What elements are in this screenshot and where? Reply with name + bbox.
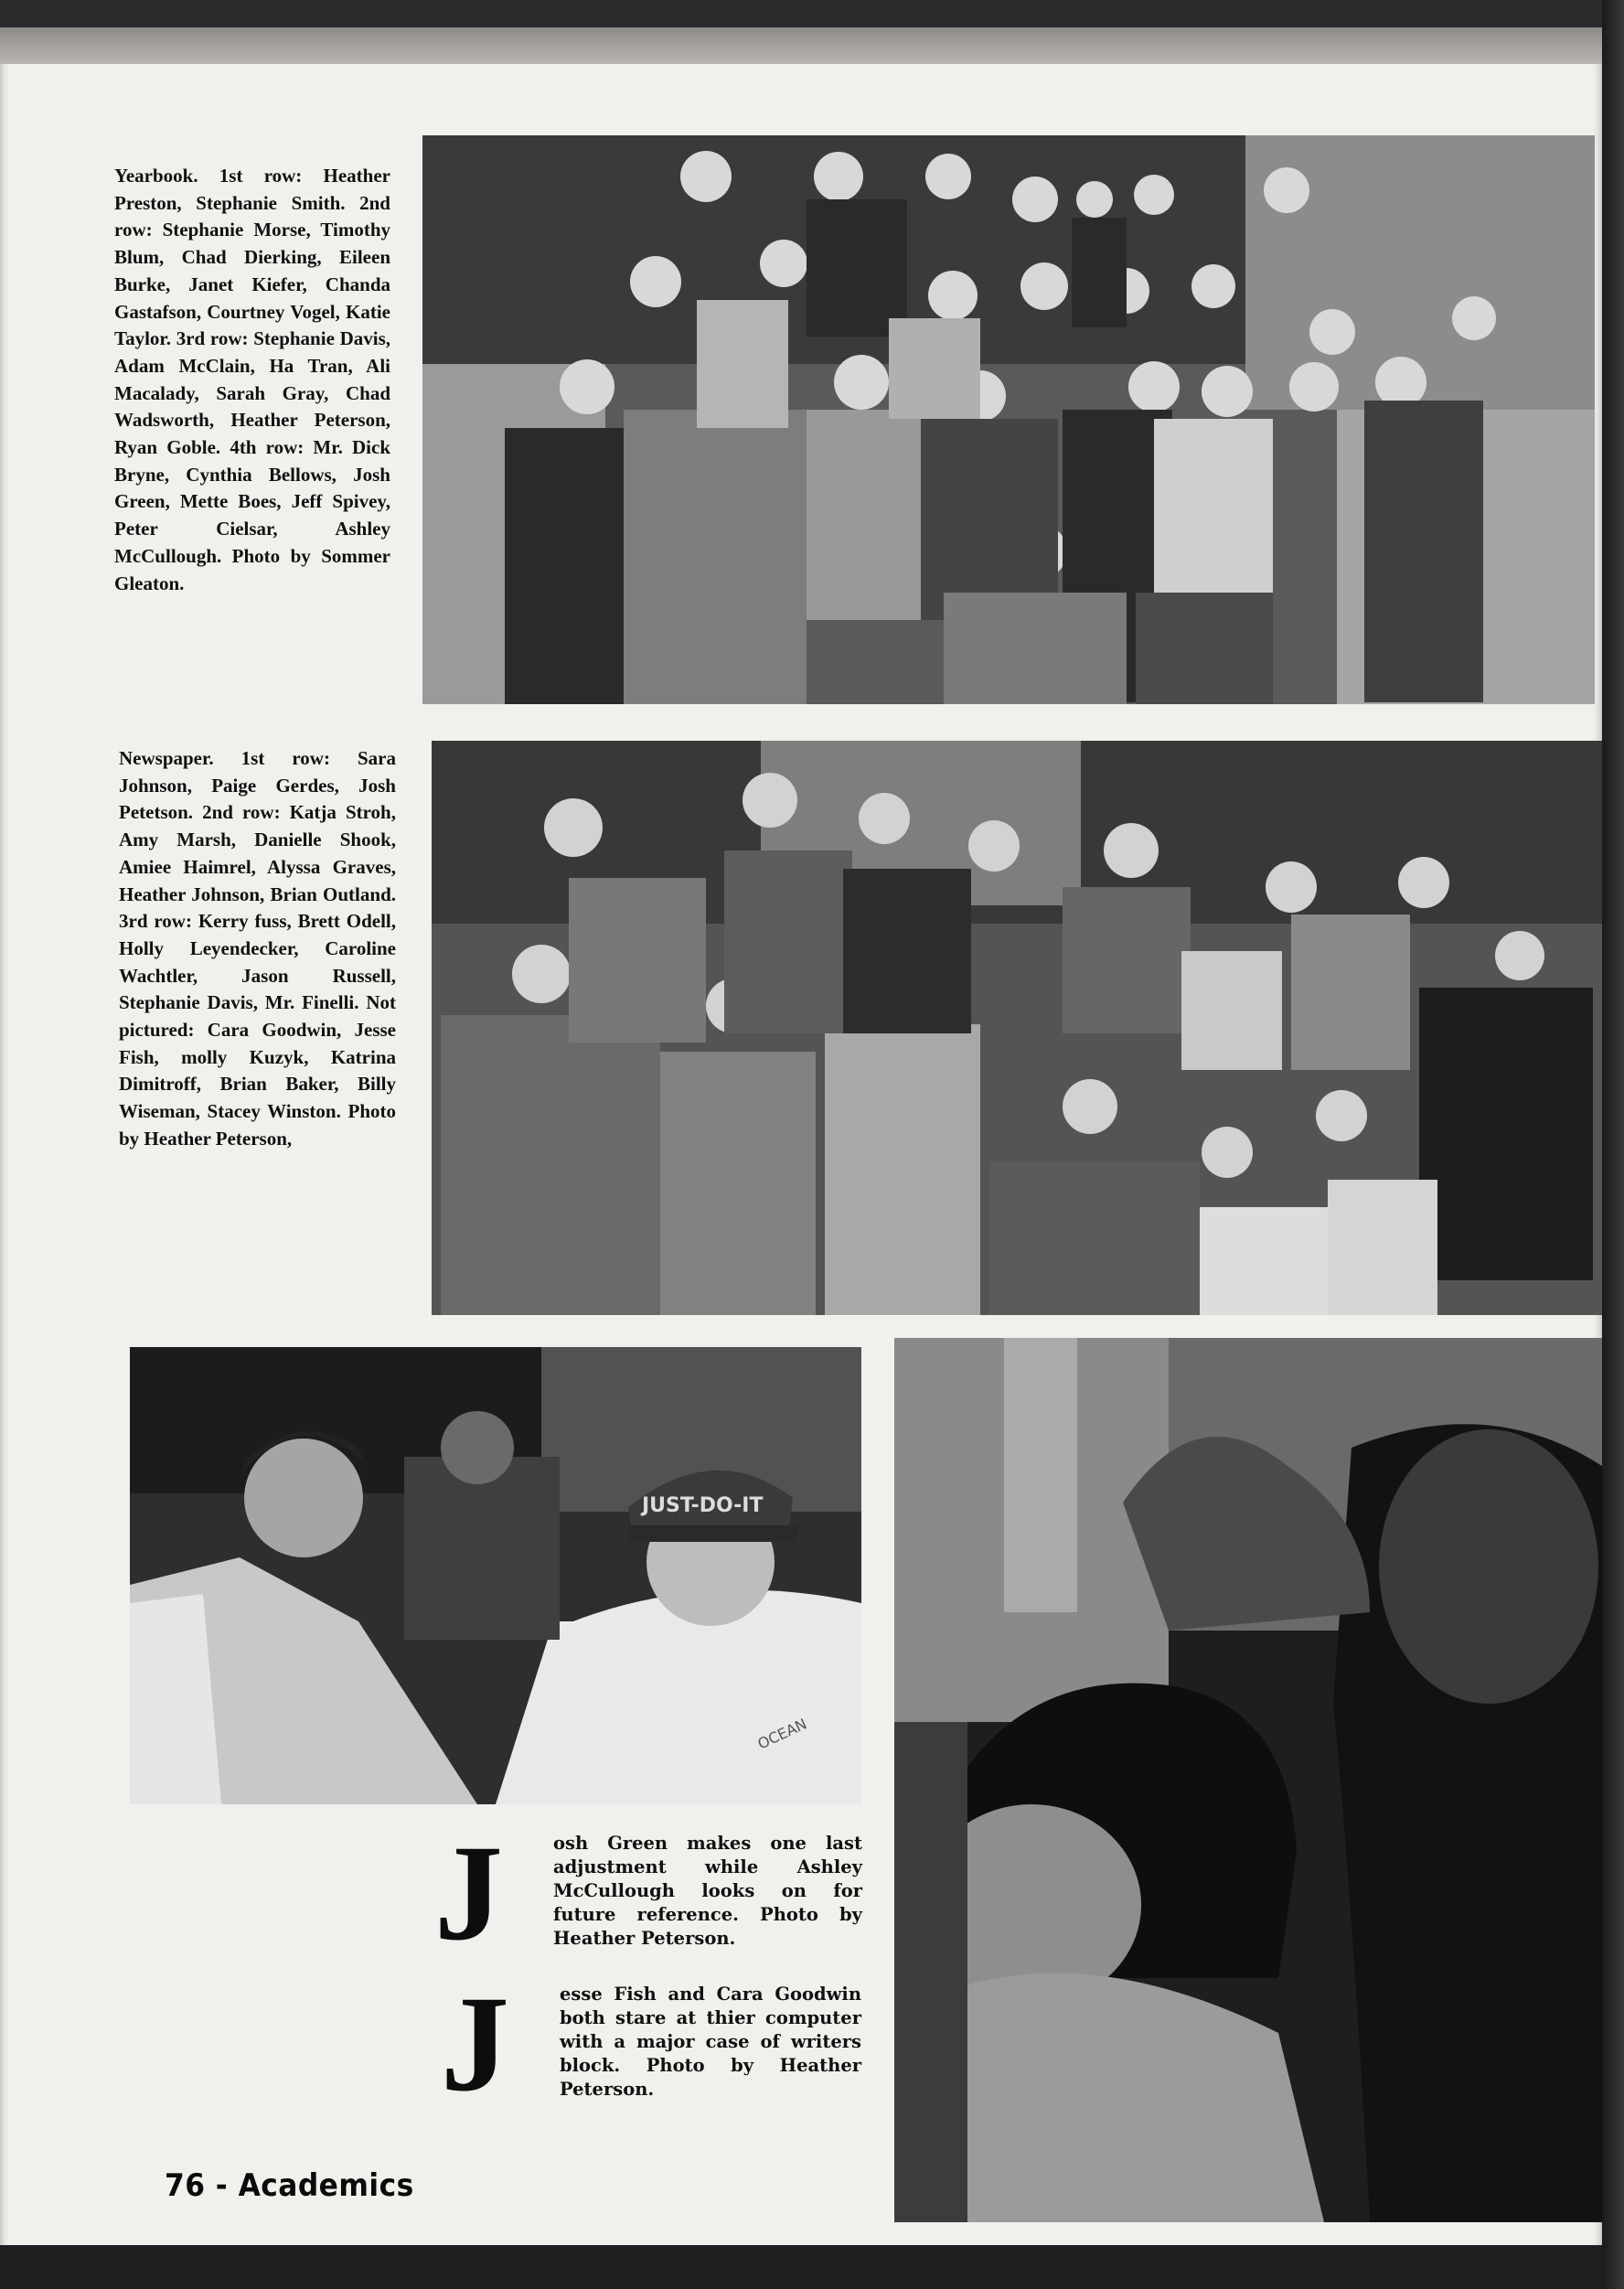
yearbook-caption: Yearbook. 1st row: Heather Preston, Stephanie Smith. 2nd row: Stephanie Morse, Timothy Blum, Chad Dierking, Eileen Burke, Janet Kiefer, Chanda Gastafson, Courtney Vogel, Katie Taylor. 3rd row: Stephanie Davis, Adam McClain, Ha Tran, Ali Macalady, Sarah Gray, Chad Wadsworth, Heather Peterson, Ryan Goble. 4th row: Mr. Dick Bryne, Cynthia Bellows, Josh Green, Mette Boes, Jeff Spivey, Peter Cielsar, Ashley McCullough. Photo by Sommer Gleaton. [114, 165, 390, 594]
yearbook-group-photo [422, 135, 1595, 704]
page-bottom-edge [0, 2245, 1602, 2289]
page-folio: 76 - Academics [165, 2167, 414, 2204]
dropcap-text: esse Fish and Cara Goodwin both stare at thier computer with a major case of writers block. Photo by Heather Peterson. [560, 1984, 861, 2100]
dropcap-caption-2 [441, 1968, 871, 2120]
page-top-shadow [0, 27, 1602, 64]
dropcap-text: osh Green makes one last adjustment while Ashley McCullough looks on for future reference. Photo by Heather Peterson. [553, 1833, 862, 1949]
page-right-edge [1602, 0, 1624, 2289]
dropcap-caption-1 [434, 1817, 864, 1969]
dropcap-letter: J [441, 1968, 509, 2120]
close-up-photo [894, 1338, 1602, 2222]
cap-logo-text: JUST-DO-IT [642, 1494, 764, 1517]
newspaper-caption: Newspaper. 1st row: Sara Johnson, Paige Gerdes, Josh Petetson. 2nd row: Katja Stroh, Amy Marsh, Danielle Shook, Amiee Haimrel, Alyssa Graves, Heather Johnson, Brian Outland. 3rd row: Kerry fuss, Brett Odell, Holly Leyendecker, Caroline Wachtler, Jason Russell, Stephanie Davis, Mr. Finelli. Not pictured: Cara Goodwin, Jesse Fish, molly Kuzyk, Katrina Dimitroff, Brian Baker, Billy Wiseman, Stacey Winston. Photo by Heather Peterson, [119, 747, 396, 1150]
dropcap-letter: J [434, 1817, 503, 1969]
shirt-logo-text: OCEAN [754, 1715, 810, 1753]
computer-lab-photo [130, 1347, 861, 1804]
newspaper-group-photo [432, 741, 1602, 1315]
